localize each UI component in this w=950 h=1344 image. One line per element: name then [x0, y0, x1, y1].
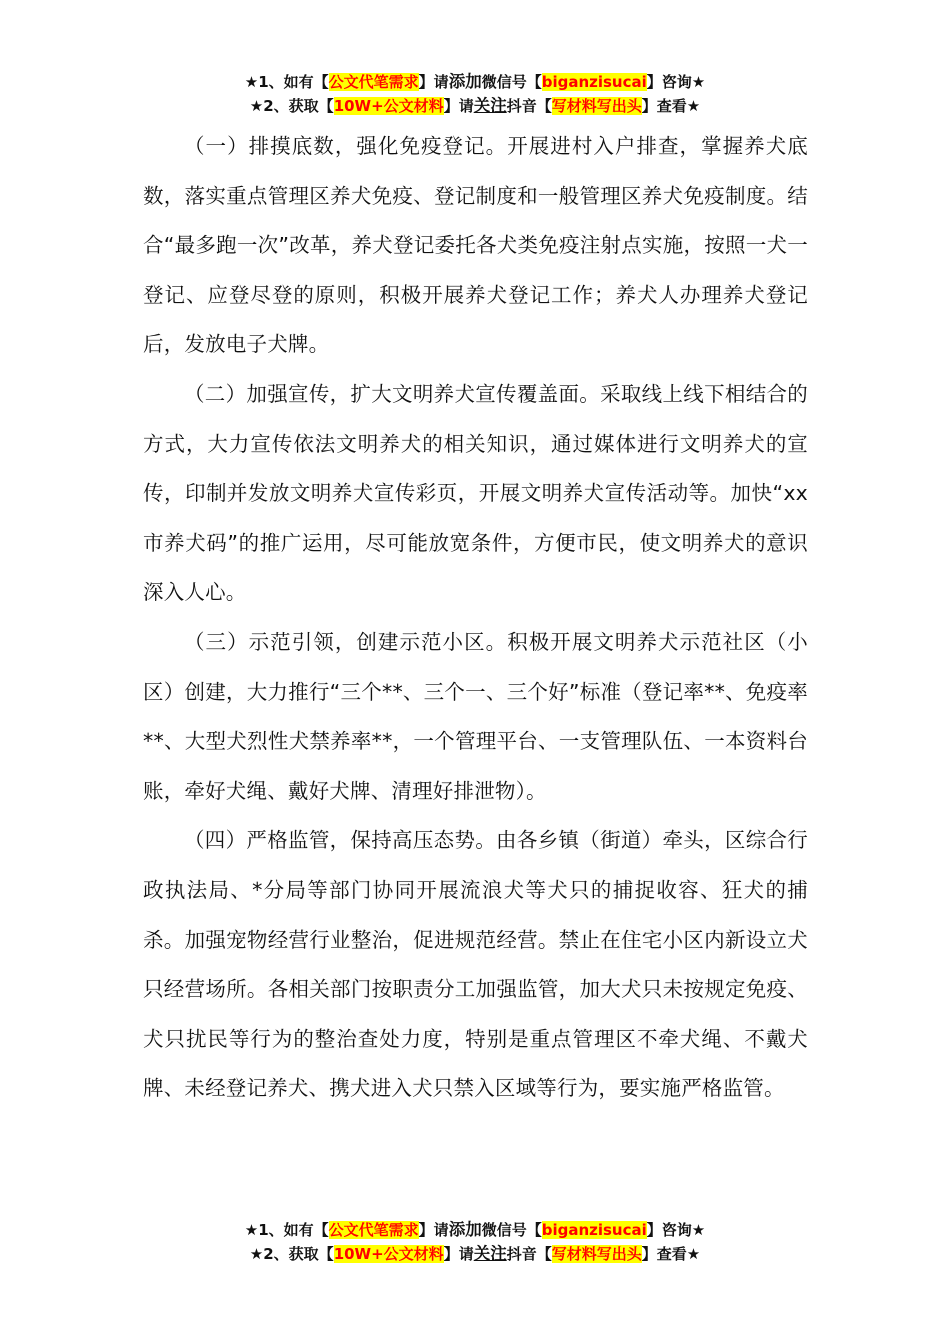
- banner-emphasis: 添加: [448, 1220, 482, 1239]
- paragraph-4: （四）严格监管，保持高压态势。由各乡镇（街道）牵头，区综合行政执法局、*分局等部门协同开展流浪犬等犬只的捕捉收容、狂犬的捕杀。加强宠物经营行业整治，促进规范经营。禁止在住宅小区内新设立犬只经营场所。各相关部门按职责分工加强监管，加大犬只未按规定免疫、犬只扰民等行为的整治查处力度，特别是重点管理区不牵犬绳、不戴犬牌、未经登记养犬、携犬进入犬只禁入区域等行为，要实施严格监管。: [143, 828, 808, 1101]
- paragraph-3: （三）示范引领，创建示范小区。积极开展文明养犬示范社区（小区）创建，大力推行“三个**、三个一、三个好”标准（登记率**、免疫率**、大型犬烈性犬禁养率**，一个管理平台、一支管理队伍、一本资料台账，牵好犬绳、戴好犬牌、清理好排泄物）。: [143, 629, 808, 803]
- banner-text: 】请: [443, 97, 474, 115]
- banner-text: ★1、如有【: [244, 1221, 329, 1239]
- document-body: [143, 122, 808, 1114]
- banner-text: 】请: [418, 73, 449, 91]
- banner-text: 】查看★: [641, 97, 701, 115]
- banner-text: 抖音【: [506, 97, 552, 115]
- banner-text: 】咨询★: [646, 73, 706, 91]
- banner-emphasis: 添加: [448, 72, 482, 91]
- banner-line-2: [0, 94, 950, 118]
- banner-text: 】请: [418, 1221, 449, 1239]
- banner-text: 抖音【: [506, 1245, 552, 1263]
- banner-line-1: [0, 1218, 950, 1242]
- banner-highlight: 公文代笔需求: [328, 1221, 419, 1239]
- banner-highlight: biganzisucai: [541, 73, 647, 91]
- banner-highlight: 公文代笔需求: [328, 73, 419, 91]
- banner-text: 】咨询★: [646, 1221, 706, 1239]
- banner-highlight: biganzisucai: [541, 1221, 647, 1239]
- banner-text: 】查看★: [641, 1245, 701, 1263]
- banner-line-2: [0, 1242, 950, 1266]
- banner-text: 】请: [443, 1245, 474, 1263]
- banner-text: 微信号【: [481, 1221, 542, 1239]
- banner-text: 微信号【: [481, 73, 542, 91]
- banner-emphasis: 关注: [473, 1244, 507, 1263]
- banner-text: ★2、获取【: [249, 1245, 334, 1263]
- banner-text: ★1、如有【: [244, 73, 329, 91]
- paragraph-1: （一）排摸底数，强化免疫登记。开展进村入户排查，掌握养犬底数，落实重点管理区养犬免疫、登记制度和一般管理区养犬免疫制度。结合“最多跑一次”改革，养犬登记委托各犬类免疫注射点实施，按照一犬一登记、应登尽登的原则，积极开展养犬登记工作；养犬人办理养犬登记后，发放电子犬牌。: [143, 134, 808, 357]
- banner-highlight: 10W+公文材料: [333, 1245, 444, 1263]
- footer-banner: [0, 1218, 950, 1266]
- banner-highlight: 写材料写出头: [551, 1245, 642, 1263]
- banner-highlight: 写材料写出头: [551, 97, 642, 115]
- banner-line-1: [0, 70, 950, 94]
- paragraph-2: （二）加强宣传，扩大文明养犬宣传覆盖面。采取线上线下相结合的方式，大力宣传依法文明养犬的相关知识，通过媒体进行文明养犬的宣传，印制并发放文明养犬宣传彩页，开展文明养犬宣传活动等。加快“xx市养犬码”的推广运用，尽可能放宽条件，方便市民，使文明养犬的意识深入人心。: [143, 381, 808, 605]
- banner-emphasis: 关注: [473, 96, 507, 115]
- header-banner: [0, 70, 950, 118]
- banner-highlight: 10W+公文材料: [333, 97, 444, 115]
- banner-text: ★2、获取【: [249, 97, 334, 115]
